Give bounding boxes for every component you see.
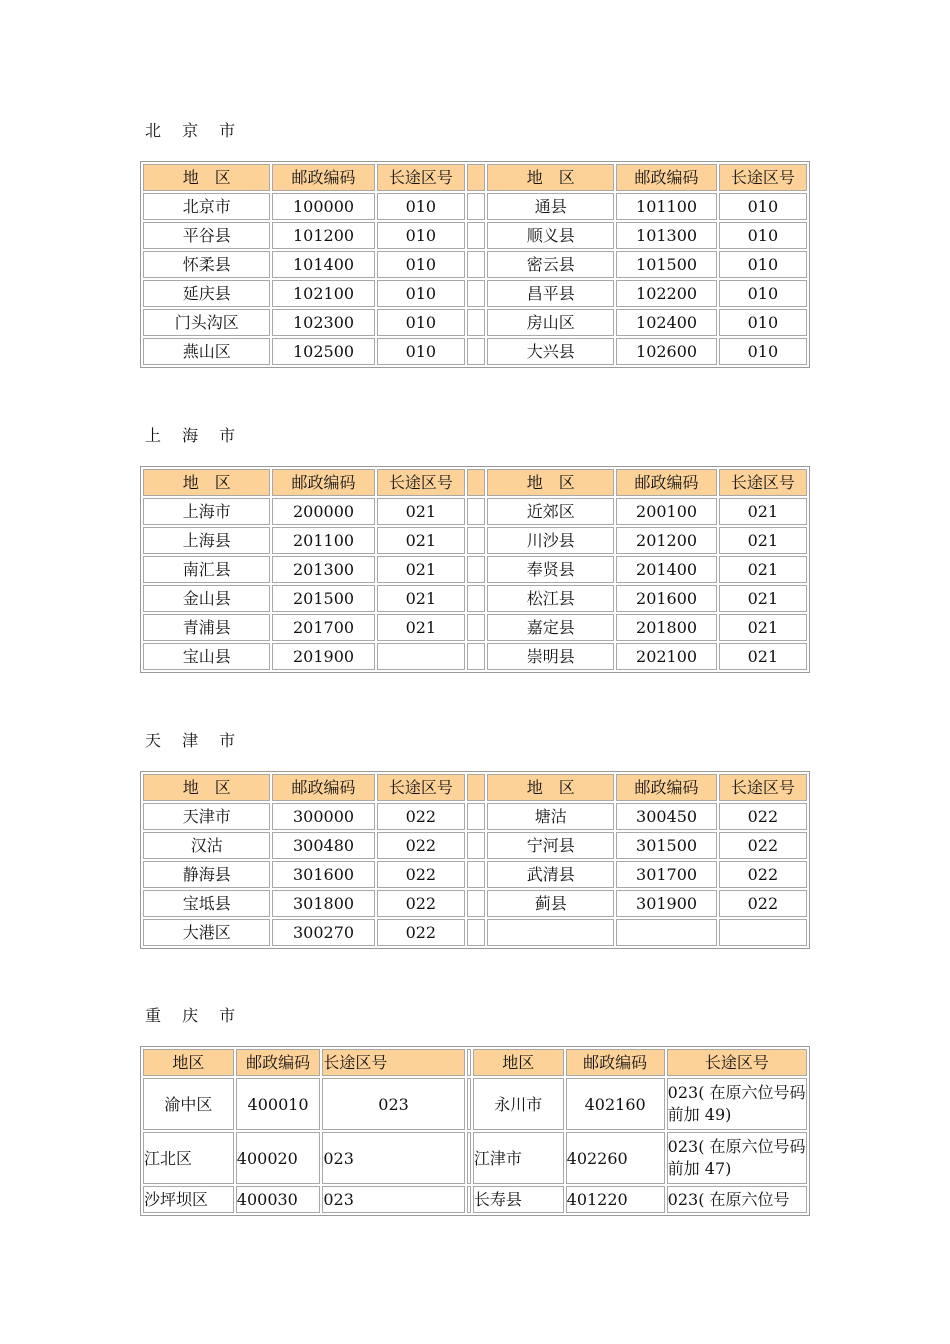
column-separator xyxy=(467,890,485,917)
beijing-postcode-table xyxy=(140,161,810,368)
area-cell: 静海县 xyxy=(143,861,270,888)
postcode-cell: 201900 xyxy=(272,643,374,670)
header-area: 地 区 xyxy=(487,164,614,191)
header-area: 地区 xyxy=(143,1049,234,1076)
areacode-cell: 022 xyxy=(719,803,807,830)
table-row xyxy=(143,890,807,917)
areacode-cell: 010 xyxy=(377,338,465,365)
areacode-cell: 021 xyxy=(377,556,465,583)
areacode-cell: 022 xyxy=(377,832,465,859)
header-areacode: 长途区号 xyxy=(719,469,807,496)
area-cell: 南汇县 xyxy=(143,556,270,583)
areacode-cell xyxy=(377,643,465,670)
column-separator xyxy=(467,251,485,278)
header-postcode: 邮政编码 xyxy=(616,469,716,496)
areacode-cell: 021 xyxy=(377,614,465,641)
areacode-cell: 022 xyxy=(377,890,465,917)
area-cell xyxy=(487,919,614,946)
areacode-cell: 021 xyxy=(719,585,807,612)
postcode-cell: 401220 xyxy=(566,1186,665,1213)
postcode-cell: 300000 xyxy=(272,803,374,830)
column-separator xyxy=(467,1049,471,1076)
area-cell: 上海县 xyxy=(143,527,270,554)
area-cell: 武清县 xyxy=(487,861,614,888)
header-postcode: 邮政编码 xyxy=(272,469,374,496)
header-postcode: 邮政编码 xyxy=(566,1049,665,1076)
column-separator xyxy=(467,832,485,859)
header-area: 地区 xyxy=(473,1049,564,1076)
table-row xyxy=(143,309,807,336)
areacode-cell: 010 xyxy=(719,193,807,220)
area-cell: 奉贤县 xyxy=(487,556,614,583)
tianjin-title: 天 津 市 xyxy=(145,731,244,750)
column-separator xyxy=(467,774,485,801)
postcode-cell: 301800 xyxy=(272,890,374,917)
postcode-cell: 102200 xyxy=(616,280,716,307)
table-row xyxy=(143,643,807,670)
postcode-cell xyxy=(616,919,716,946)
postcode-cell: 200000 xyxy=(272,498,374,525)
column-separator xyxy=(467,1186,471,1213)
column-separator xyxy=(467,498,485,525)
table-row xyxy=(143,803,807,830)
postcode-cell: 202100 xyxy=(616,643,716,670)
areacode-cell: 022 xyxy=(377,803,465,830)
header-postcode: 邮政编码 xyxy=(272,774,374,801)
postcode-cell: 201600 xyxy=(616,585,716,612)
areacode-cell: 010 xyxy=(719,338,807,365)
areacode-cell: 021 xyxy=(719,498,807,525)
areacode-cell: 010 xyxy=(719,309,807,336)
column-separator xyxy=(467,803,485,830)
areacode-cell: 021 xyxy=(719,643,807,670)
postcode-cell: 200100 xyxy=(616,498,716,525)
header-postcode: 邮政编码 xyxy=(272,164,374,191)
postcode-cell: 300450 xyxy=(616,803,716,830)
areacode-cell: 022 xyxy=(377,861,465,888)
postcode-cell: 400030 xyxy=(236,1186,321,1213)
area-cell: 宝坻县 xyxy=(143,890,270,917)
area-cell: 永川市 xyxy=(473,1078,564,1130)
areacode-cell: 021 xyxy=(377,527,465,554)
area-cell: 渝中区 xyxy=(143,1078,234,1130)
header-areacode: 长途区号 xyxy=(667,1049,807,1076)
column-separator xyxy=(467,527,485,554)
table-row xyxy=(143,338,807,365)
column-separator xyxy=(467,338,485,365)
area-cell: 宝山县 xyxy=(143,643,270,670)
postcode-cell: 400010 xyxy=(236,1078,321,1130)
postcode-cell: 400020 xyxy=(236,1132,321,1184)
area-cell: 江津市 xyxy=(473,1132,564,1184)
header-area: 地 区 xyxy=(487,774,614,801)
postcode-cell: 301600 xyxy=(272,861,374,888)
area-cell: 近郊区 xyxy=(487,498,614,525)
header-areacode: 长途区号 xyxy=(719,774,807,801)
areacode-cell: 010 xyxy=(377,280,465,307)
postcode-cell: 201100 xyxy=(272,527,374,554)
table-row xyxy=(143,527,807,554)
postcode-cell: 101300 xyxy=(616,222,716,249)
column-separator xyxy=(467,222,485,249)
areacode-cell: 022 xyxy=(719,890,807,917)
column-separator xyxy=(467,585,485,612)
postcode-cell: 101400 xyxy=(272,251,374,278)
column-separator xyxy=(467,643,485,670)
postcode-cell: 201800 xyxy=(616,614,716,641)
table-row xyxy=(143,614,807,641)
table-row xyxy=(143,832,807,859)
area-cell: 青浦县 xyxy=(143,614,270,641)
areacode-cell: 023( 在原六位号 xyxy=(667,1186,807,1213)
postcode-cell: 301900 xyxy=(616,890,716,917)
chongqing-title: 重 庆 市 xyxy=(145,1006,244,1025)
header-area: 地 区 xyxy=(143,164,270,191)
table-row xyxy=(143,1132,807,1184)
beijing-title: 北 京 市 xyxy=(145,121,244,140)
area-cell: 通县 xyxy=(487,193,614,220)
areacode-cell: 023( 在原六位号码前加 49) xyxy=(667,1078,807,1130)
areacode-cell: 022 xyxy=(719,861,807,888)
table-row xyxy=(143,861,807,888)
area-cell: 天津市 xyxy=(143,803,270,830)
area-cell: 松江县 xyxy=(487,585,614,612)
areacode-cell: 010 xyxy=(377,309,465,336)
areacode-cell: 010 xyxy=(719,280,807,307)
postcode-cell: 301700 xyxy=(616,861,716,888)
areacode-cell: 023 xyxy=(322,1186,464,1213)
areacode-cell xyxy=(719,919,807,946)
postcode-cell: 402260 xyxy=(566,1132,665,1184)
column-separator xyxy=(467,1132,471,1184)
postcode-cell: 101100 xyxy=(616,193,716,220)
header-row xyxy=(143,774,807,801)
areacode-cell: 022 xyxy=(719,832,807,859)
column-separator xyxy=(467,469,485,496)
header-areacode: 长途区号 xyxy=(377,469,465,496)
tianjin-postcode-table xyxy=(140,771,810,949)
areacode-cell: 010 xyxy=(377,251,465,278)
column-separator xyxy=(467,193,485,220)
header-areacode: 长途区号 xyxy=(322,1049,464,1076)
areacode-cell: 021 xyxy=(719,527,807,554)
postcode-cell: 102600 xyxy=(616,338,716,365)
postcode-cell: 102100 xyxy=(272,280,374,307)
column-separator xyxy=(467,556,485,583)
postcode-cell: 201300 xyxy=(272,556,374,583)
header-area: 地 区 xyxy=(143,469,270,496)
table-row xyxy=(143,556,807,583)
area-cell: 宁河县 xyxy=(487,832,614,859)
area-cell: 崇明县 xyxy=(487,643,614,670)
areacode-cell: 022 xyxy=(377,919,465,946)
area-cell: 燕山区 xyxy=(143,338,270,365)
area-cell: 北京市 xyxy=(143,193,270,220)
areacode-cell: 010 xyxy=(719,251,807,278)
header-row xyxy=(143,469,807,496)
areacode-cell: 023( 在原六位号码前加 47) xyxy=(667,1132,807,1184)
shanghai-postcode-table xyxy=(140,466,810,673)
header-row xyxy=(143,1049,807,1076)
postcode-cell: 201700 xyxy=(272,614,374,641)
postcode-cell: 300480 xyxy=(272,832,374,859)
postcode-cell: 101500 xyxy=(616,251,716,278)
column-separator xyxy=(467,861,485,888)
area-cell: 房山区 xyxy=(487,309,614,336)
area-cell: 塘沽 xyxy=(487,803,614,830)
areacode-cell: 021 xyxy=(377,498,465,525)
postcode-cell: 101200 xyxy=(272,222,374,249)
areacode-cell: 010 xyxy=(719,222,807,249)
header-postcode: 邮政编码 xyxy=(616,164,716,191)
header-row xyxy=(143,164,807,191)
areacode-cell: 021 xyxy=(719,614,807,641)
header-areacode: 长途区号 xyxy=(377,774,465,801)
header-areacode: 长途区号 xyxy=(719,164,807,191)
area-cell: 嘉定县 xyxy=(487,614,614,641)
table-row xyxy=(143,585,807,612)
postcode-cell: 300270 xyxy=(272,919,374,946)
table-row xyxy=(143,193,807,220)
table-row xyxy=(143,498,807,525)
header-area: 地 区 xyxy=(143,774,270,801)
header-area: 地 区 xyxy=(487,469,614,496)
column-separator xyxy=(467,919,485,946)
area-cell: 密云县 xyxy=(487,251,614,278)
area-cell: 大兴县 xyxy=(487,338,614,365)
areacode-cell: 023 xyxy=(322,1078,464,1130)
areacode-cell: 010 xyxy=(377,193,465,220)
area-cell: 蓟县 xyxy=(487,890,614,917)
postcode-cell: 201400 xyxy=(616,556,716,583)
area-cell: 长寿县 xyxy=(473,1186,564,1213)
column-separator xyxy=(467,309,485,336)
postcode-cell: 201500 xyxy=(272,585,374,612)
areacode-cell: 021 xyxy=(719,556,807,583)
header-postcode: 邮政编码 xyxy=(616,774,716,801)
area-cell: 平谷县 xyxy=(143,222,270,249)
column-separator xyxy=(467,1078,471,1130)
area-cell: 汉沽 xyxy=(143,832,270,859)
postcode-cell: 102500 xyxy=(272,338,374,365)
table-row xyxy=(143,251,807,278)
postcode-cell: 402160 xyxy=(566,1078,665,1130)
chongqing-postcode-table xyxy=(140,1046,810,1216)
postcode-cell: 102300 xyxy=(272,309,374,336)
postcode-cell: 100000 xyxy=(272,193,374,220)
shanghai-title: 上 海 市 xyxy=(145,426,244,445)
areacode-cell: 023 xyxy=(322,1132,464,1184)
table-row xyxy=(143,1078,807,1130)
area-cell: 顺义县 xyxy=(487,222,614,249)
header-areacode: 长途区号 xyxy=(377,164,465,191)
area-cell: 江北区 xyxy=(143,1132,234,1184)
areacode-cell: 010 xyxy=(377,222,465,249)
area-cell: 昌平县 xyxy=(487,280,614,307)
areacode-cell: 021 xyxy=(377,585,465,612)
table-row xyxy=(143,222,807,249)
table-row xyxy=(143,280,807,307)
area-cell: 金山县 xyxy=(143,585,270,612)
area-cell: 门头沟区 xyxy=(143,309,270,336)
table-row xyxy=(143,919,807,946)
area-cell: 川沙县 xyxy=(487,527,614,554)
area-cell: 延庆县 xyxy=(143,280,270,307)
postcode-cell: 201200 xyxy=(616,527,716,554)
column-separator xyxy=(467,280,485,307)
column-separator xyxy=(467,614,485,641)
postcode-cell: 301500 xyxy=(616,832,716,859)
area-cell: 沙坪坝区 xyxy=(143,1186,234,1213)
area-cell: 怀柔县 xyxy=(143,251,270,278)
area-cell: 大港区 xyxy=(143,919,270,946)
area-cell: 上海市 xyxy=(143,498,270,525)
postcode-cell: 102400 xyxy=(616,309,716,336)
column-separator xyxy=(467,164,485,191)
table-row xyxy=(143,1186,807,1213)
header-postcode: 邮政编码 xyxy=(236,1049,321,1076)
